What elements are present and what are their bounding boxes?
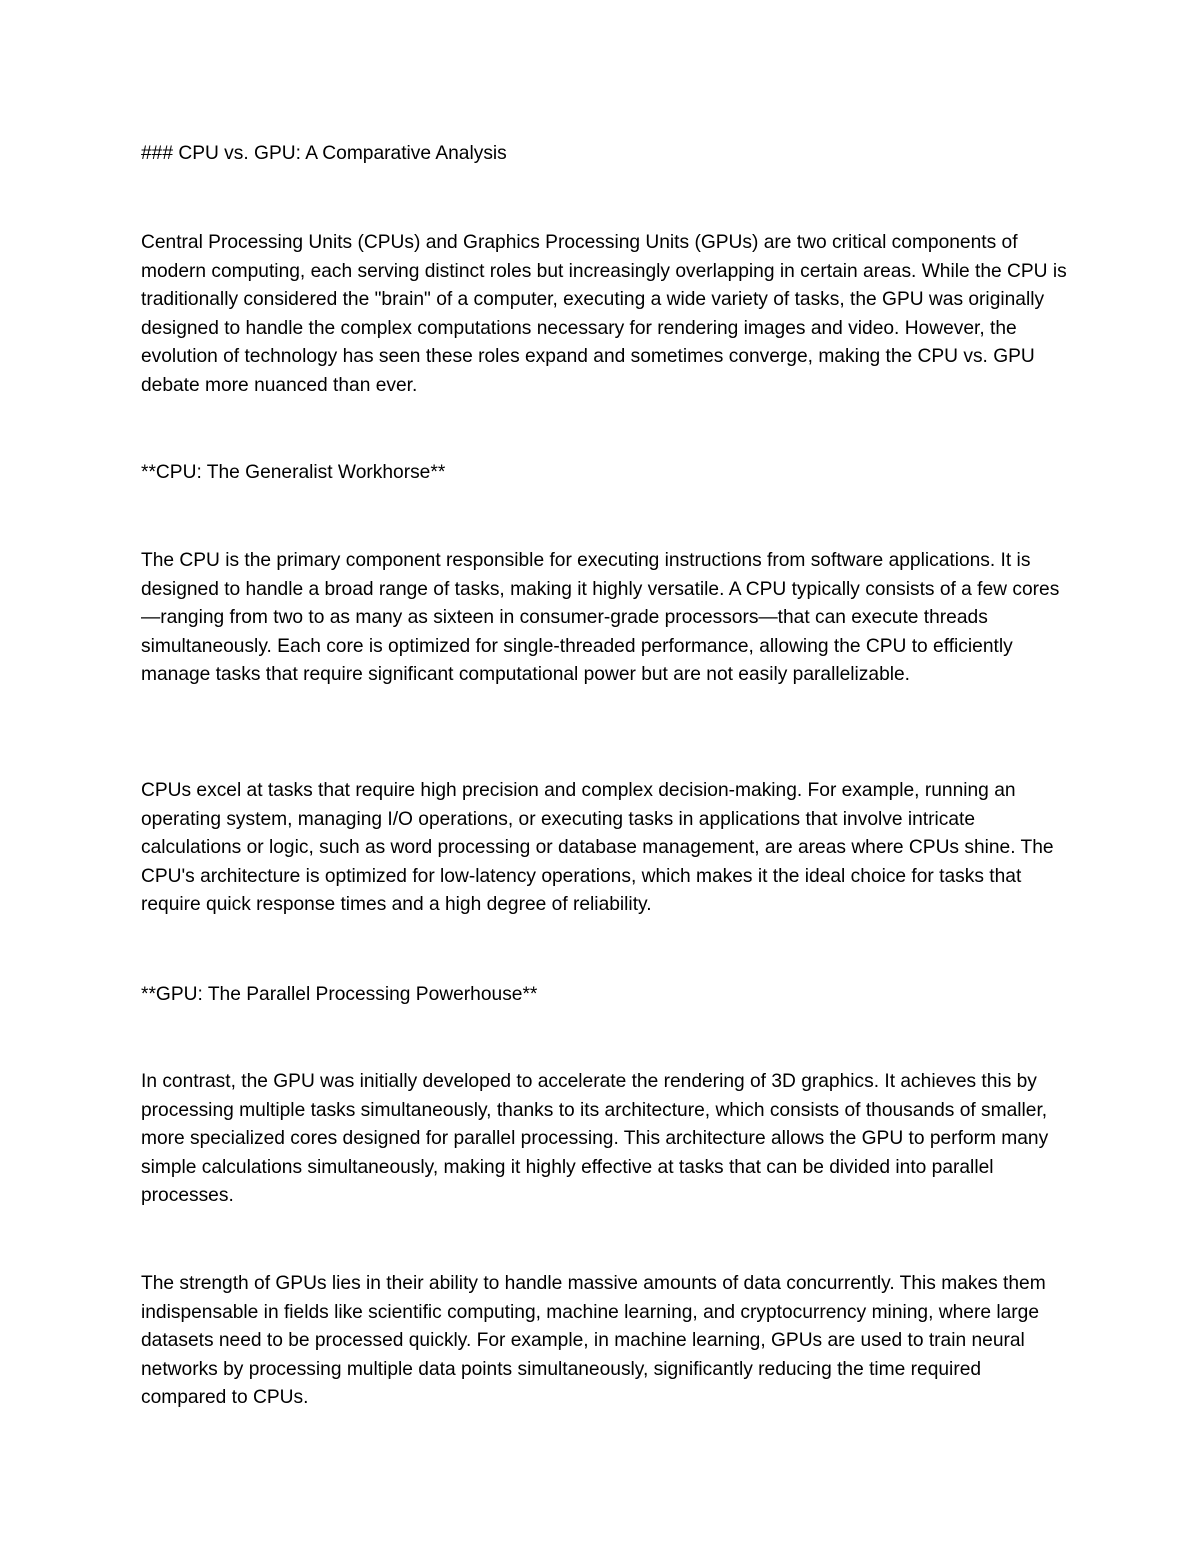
cpu-paragraph-2: CPUs excel at tasks that require high precision and complex decision-making. For example, running an operating system, managing I/O operations, or executing tasks in applications that involve intricate calculations or logic, such as word processing or database management, are areas where CPUs shine. The CPU's architecture is optimized for low-latency operations, which makes it the ideal choice for tasks that require quick response times and a high degree of reliability. (141, 780, 1054, 916)
gpu-paragraph-1: In contrast, the GPU was initially developed to accelerate the rendering of 3D graphics. It achieves this by processing multiple tasks simultaneously, thanks to its architecture, which consists of thousands of smaller, more specialized cores designed for parallel processing. This architecture allows the GPU to perform many simple calculations simultaneously, making it highly effective at tasks that can be divided into parallel processes. (141, 1071, 1049, 1207)
cpu-paragraph-1: The CPU is the primary component responsible for executing instructions from software applications. It is designed to handle a broad range of tasks, making it highly versatile. A CPU typically consists of a few cores—ranging from two to as many as sixteen in consumer-grade processors—that can execute threads simultaneously. Each core is optimized for single-threaded performance, allowing the CPU to efficiently manage tasks that require significant computational power but are not easily parallelizable. (141, 550, 1060, 686)
gpu-section-heading: **GPU: The Parallel Processing Powerhouse** (141, 984, 538, 1005)
gpu-paragraph-2: The strength of GPUs lies in their ability to handle massive amounts of data concurrently. This makes them indispensable in fields like scientific computing, machine learning, and cryptocurrency mining, where large datasets need to be processed quickly. For example, in machine learning, GPUs are used to train neural networks by processing multiple data points simultaneously, significantly reducing the time required compared to CPUs. (141, 1273, 1046, 1409)
cpu-section-heading: **CPU: The Generalist Workhorse** (141, 462, 446, 483)
intro-paragraph: Central Processing Units (CPUs) and Graphics Processing Units (GPUs) are two critical components of modern computing, each serving distinct roles but increasingly overlapping in certain areas. While the CPU is traditionally considered the "brain" of a computer, executing a wide variety of tasks, the GPU was originally designed to handle the complex computations necessary for rendering images and video. However, the evolution of technology has seen these roles expand and sometimes converge, making the CPU vs. GPU debate more nuanced than ever. (141, 232, 1067, 396)
document-title: ### CPU vs. GPU: A Comparative Analysis (141, 143, 507, 164)
